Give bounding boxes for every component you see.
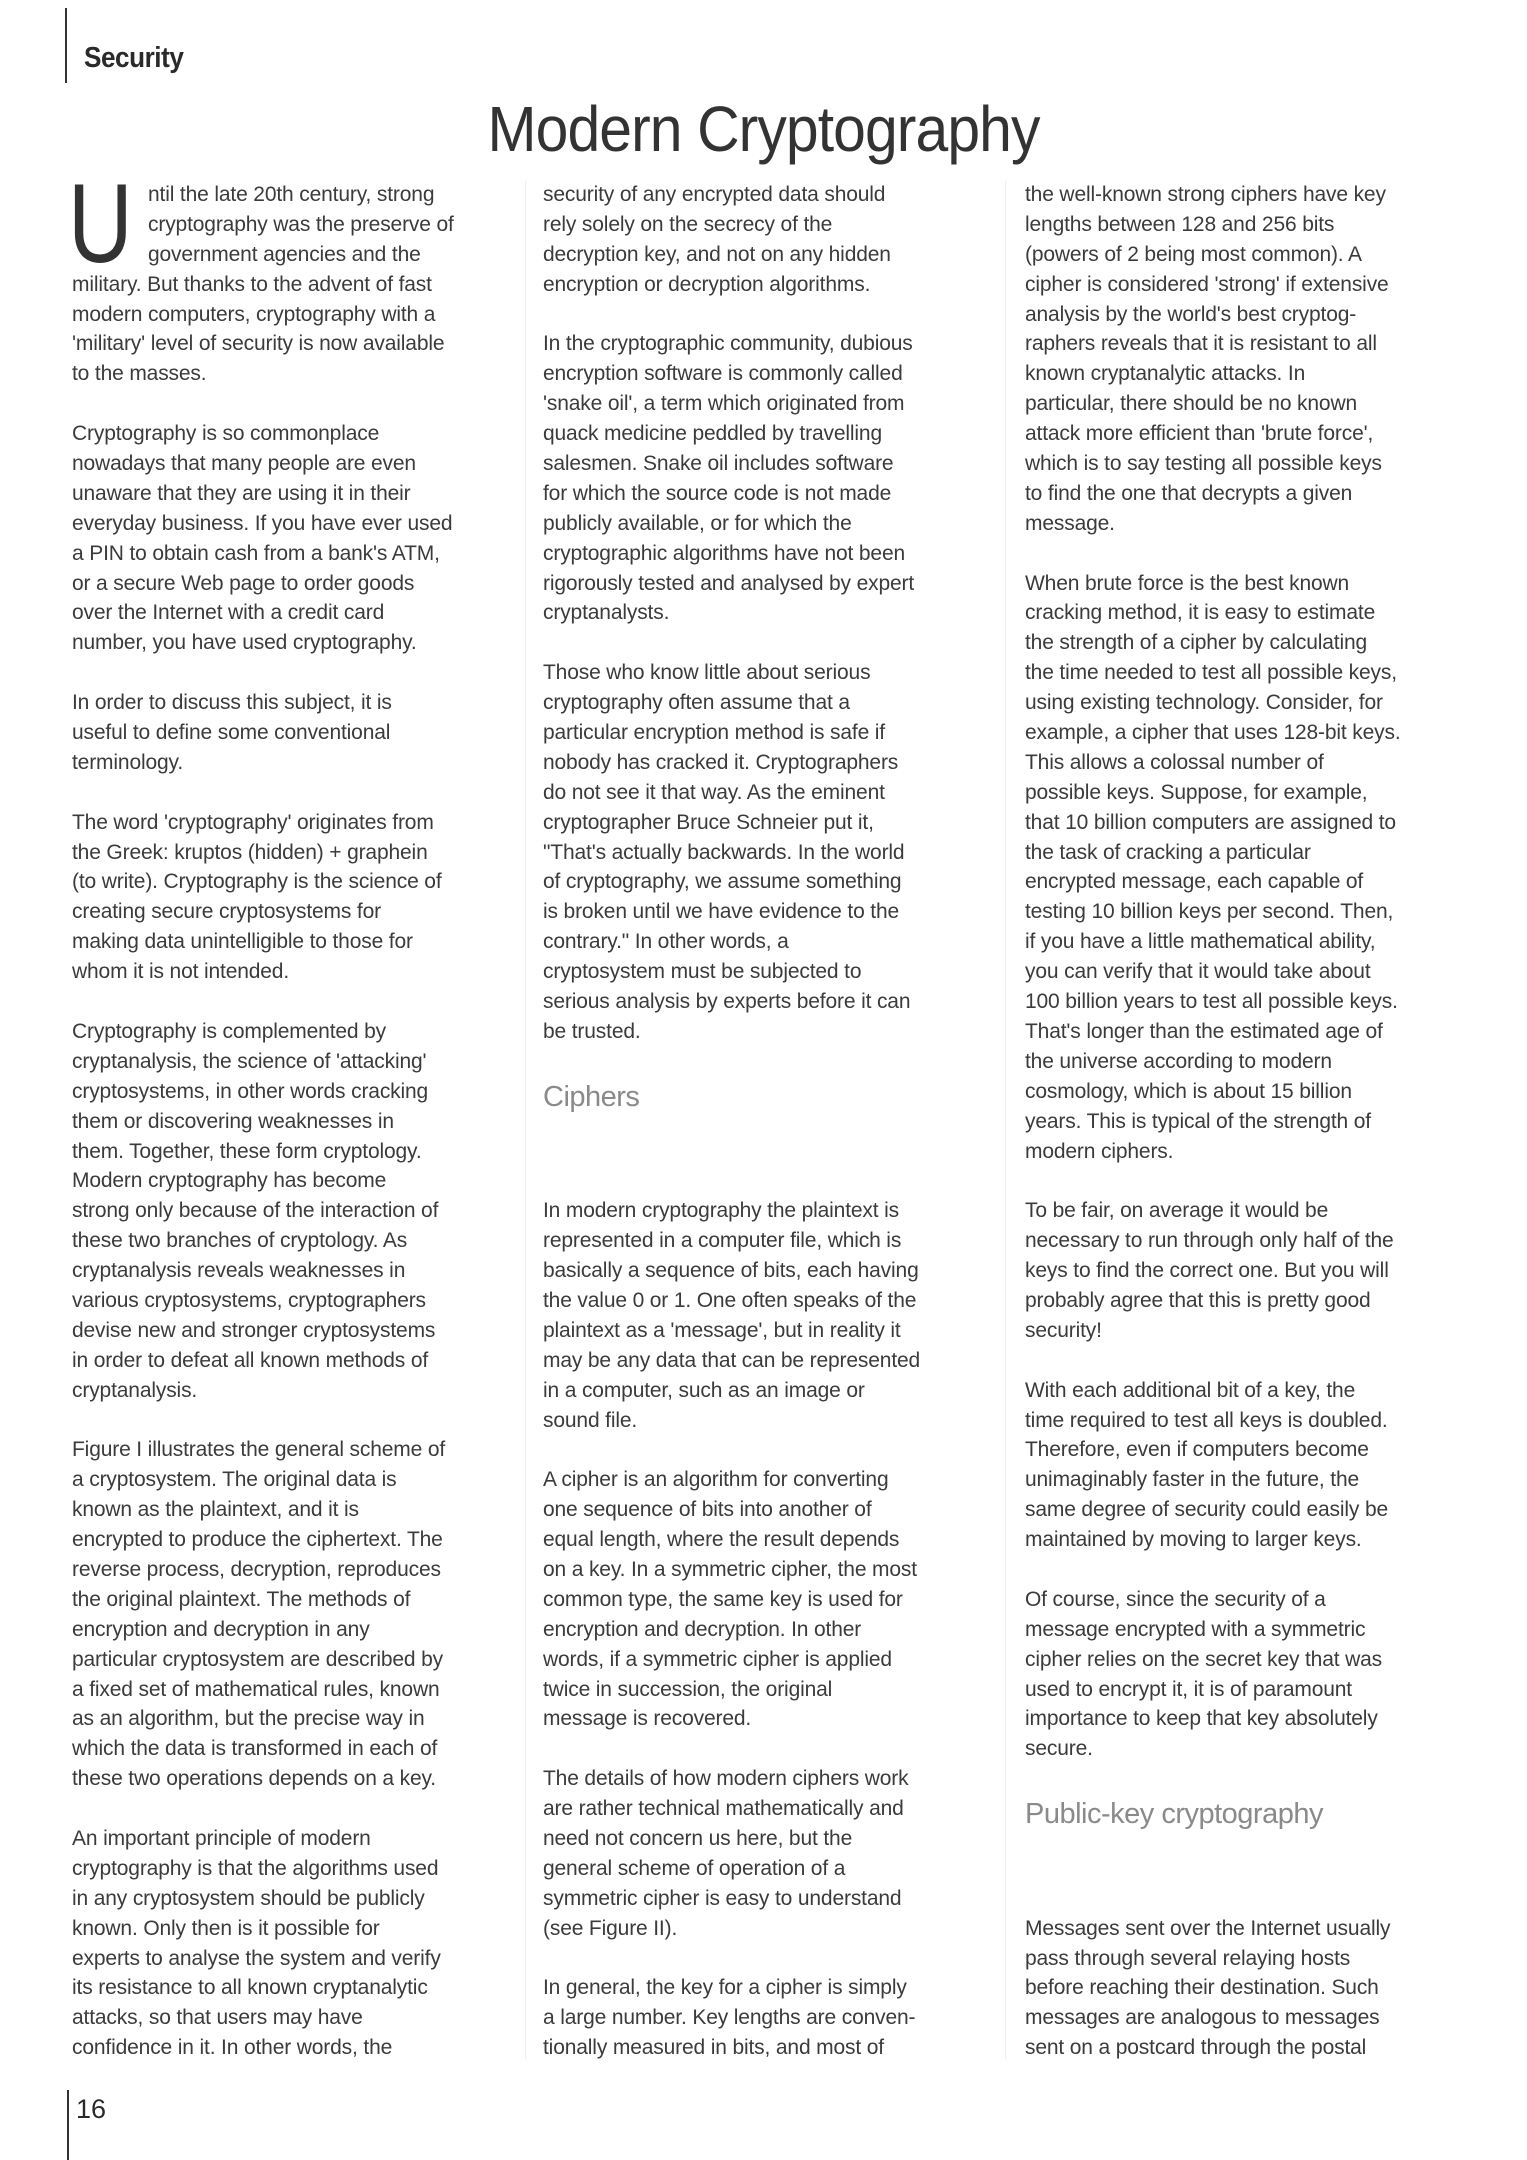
text-line: Modern cryptography has become — [72, 1169, 387, 1193]
text-line: used to encrypt it, it is of paramount — [1025, 1677, 1352, 1701]
paragraph-gap — [543, 1944, 988, 1974]
text-line: known. Only then is it possible for — [72, 1916, 380, 1940]
text-line: be trusted. — [543, 1019, 641, 1043]
paragraph-gap — [72, 658, 517, 688]
text-line: Of course, since the security of a — [1025, 1587, 1326, 1611]
paragraph-gap — [543, 1734, 988, 1764]
text-line: cryptography is that the algorithms used — [72, 1856, 439, 1880]
text-line: a cryptosystem. The original data is — [72, 1468, 397, 1492]
section-heading-text: Ciphers — [543, 1080, 640, 1113]
text-line: plaintext as a 'message', but in reality it — [543, 1318, 901, 1342]
text-line: which is to say testing all possible keys — [1025, 452, 1382, 476]
text-line: This allows a colossal number of — [1025, 750, 1324, 774]
text-line: cipher is considered 'strong' if extensive — [1025, 272, 1389, 296]
text-line: the universe according to modern — [1025, 1049, 1332, 1073]
text-line: Cryptography is so commonplace — [72, 422, 380, 446]
text-line: tionally measured in bits, and most of — [543, 2036, 884, 2060]
text-line: publicly available, or for which the — [543, 511, 852, 535]
text-line: one sequence of bits into another of — [543, 1498, 872, 1522]
text-line: is broken until we have evidence to the — [543, 900, 900, 924]
text-line: over the Internet with a credit card — [72, 601, 385, 625]
text-line: common type, the same key is used for — [543, 1587, 903, 1611]
text-line: pass through several relaying hosts — [1025, 1946, 1351, 1970]
text-line: for which the source code is not made — [543, 481, 892, 505]
text-line: various cryptosystems, cryptographers — [72, 1288, 426, 1312]
paragraph-gap — [543, 1435, 988, 1465]
text-line: reverse process, decryption, reproduces — [72, 1557, 441, 1581]
text-line: With each additional bit of a key, the — [1025, 1378, 1356, 1402]
footer-rule — [67, 2090, 69, 2160]
text-line: of cryptography, we assume something — [543, 870, 902, 894]
paragraph-gap — [1025, 539, 1470, 569]
text-line: The word 'cryptography' originates from — [72, 810, 434, 834]
text-line: ntil the late 20th century, strong — [148, 183, 435, 206]
text-line: Figure I illustrates the general scheme of — [72, 1438, 446, 1462]
text-line: cryptographic algorithms have not been — [543, 541, 906, 565]
text-line: cryptanalysis reveals weaknesses in — [72, 1259, 406, 1283]
text-line: these two operations depends on a key. — [72, 1767, 436, 1791]
text-line: symmetric cipher is easy to understand — [543, 1886, 902, 1910]
text-line: cryptanalysis. — [72, 1378, 198, 1402]
text-line: creating secure cryptosystems for — [72, 900, 381, 924]
text-line: In order to discuss this subject, it is — [72, 691, 392, 715]
paragraph-gap — [1025, 1166, 1470, 1196]
text-line: cryptanalysis, the science of 'attacking' — [72, 1049, 427, 1073]
text-line: 'snake oil', a term which originated from — [543, 392, 905, 416]
text-line: security of any encrypted data should — [543, 183, 886, 206]
text-line: probably agree that this is pretty good — [1025, 1288, 1371, 1312]
text-line: are rather technical mathematically and — [543, 1797, 904, 1821]
text-line: whom it is not intended. — [72, 960, 290, 984]
text-line: cryptosystems, in other words cracking — [72, 1079, 429, 1103]
text-line: contrary." In other words, a — [543, 930, 789, 954]
text-line: everyday business. If you have ever used — [72, 511, 453, 535]
article-column-2 — [543, 180, 988, 2063]
text-line: you can verify that it would take about — [1025, 960, 1371, 984]
text-line: represented in a computer file, which is — [543, 1229, 902, 1253]
header-rule — [65, 8, 67, 83]
text-line: message encrypted with a symmetric — [1025, 1617, 1366, 1641]
text-line: 'military' level of security is now available — [72, 332, 445, 356]
text-line: cryptanalysts. — [543, 601, 670, 625]
column-divider — [525, 180, 526, 2060]
text-line: messages are analogous to messages — [1025, 2006, 1380, 2030]
text-line: nobody has cracked it. Cryptographers — [543, 750, 899, 774]
text-line: sound file. — [543, 1408, 638, 1432]
text-line: number, you have used cryptography. — [72, 631, 417, 655]
text-line: the strength of a cipher by calculating — [1025, 631, 1368, 655]
text-line: attacks, so that users may have — [72, 2006, 363, 2030]
text-line: security! — [1025, 1318, 1102, 1342]
text-line: rigorously tested and analysed by expert — [543, 571, 915, 595]
text-line: serious analysis by experts before it can — [543, 990, 911, 1014]
text-line: strong only because of the interaction of — [72, 1199, 439, 1223]
section-heading — [543, 1047, 988, 1197]
text-line: cosmology, which is about 15 billion — [1025, 1079, 1352, 1103]
section-label: Security — [84, 42, 184, 74]
text-line: known as the plaintext, and it is — [72, 1498, 359, 1522]
text-line: message. — [1025, 511, 1115, 535]
text-line: particular encryption method is safe if — [543, 721, 885, 745]
text-line: salesmen. Snake oil includes software — [543, 452, 894, 476]
text-line: years. This is typical of the strength of — [1025, 1109, 1371, 1133]
text-line: sent on a postcard through the postal — [1025, 2036, 1367, 2060]
section-heading-text: Public-key cryptography — [1025, 1798, 1323, 1831]
text-line: the value 0 or 1. One often speaks of the — [543, 1289, 917, 1312]
text-line: encryption and decryption in any — [72, 1617, 370, 1641]
text-line: its resistance to all known cryptanalytic — [72, 1976, 428, 2000]
text-line: In modern cryptography the plaintext is — [543, 1199, 900, 1223]
text-line: the time needed to test all possible keys, — [1025, 661, 1397, 685]
text-line: In the cryptographic community, dubious — [543, 332, 913, 356]
text-line: lengths between 128 and 256 bits — [1025, 212, 1335, 236]
text-line: An important principle of modern — [72, 1826, 371, 1850]
text-line: time required to test all keys is doubled. — [1025, 1408, 1388, 1432]
text-line: as an algorithm, but the precise way in — [72, 1707, 425, 1731]
text-line: maintained by moving to larger keys. — [1025, 1528, 1362, 1552]
text-line: nowadays that many people are even — [72, 452, 416, 476]
text-line: known cryptanalytic attacks. In — [1025, 362, 1306, 386]
paragraph-gap — [1025, 1555, 1470, 1585]
page-number: 16 — [76, 2094, 107, 2124]
text-line: do not see it that way. As the eminent — [543, 780, 885, 804]
text-line: secure. — [1025, 1737, 1093, 1761]
paragraph-gap — [72, 1406, 517, 1436]
text-line: in a computer, such as an image or — [543, 1378, 865, 1402]
text-line: the original plaintext. The methods of — [72, 1587, 411, 1611]
text-line: on a key. In a symmetric cipher, the most — [543, 1558, 917, 1582]
article-title: Modern Cryptography — [487, 93, 1040, 165]
text-line: same degree of security could easily be — [1025, 1498, 1389, 1522]
text-line: unimaginably faster in the future, the — [1025, 1468, 1360, 1492]
text-line: message is recovered. — [543, 1707, 752, 1731]
paragraph-gap — [72, 987, 517, 1017]
text-line: Therefore, even if computers become — [1025, 1438, 1369, 1462]
text-line: terminology. — [72, 750, 184, 774]
text-line: Messages sent over the Internet usually — [1025, 1916, 1391, 1940]
text-line: Those who know little about serious — [543, 661, 871, 685]
section-heading — [1025, 1764, 1470, 1914]
text-line: raphers reveals that it is resistant to all — [1025, 332, 1377, 356]
text-line: cryptography was the preserve of — [148, 212, 454, 236]
text-line: twice in succession, the original — [543, 1677, 833, 1701]
text-line: making data unintelligible to those for — [72, 930, 413, 954]
text-line: a fixed set of mathematical rules, known — [72, 1677, 440, 1701]
paragraph-gap — [72, 778, 517, 808]
text-line: words, if a symmetric cipher is applied — [543, 1647, 892, 1671]
text-line: necessary to run through only half of the — [1025, 1229, 1394, 1253]
text-line: analysis by the world's best cryptog- — [1025, 302, 1357, 326]
text-line: equal length, where the result depends — [543, 1528, 900, 1552]
text-line: That's longer than the estimated age of — [1025, 1019, 1383, 1043]
paragraph-gap — [72, 389, 517, 419]
text-line: encryption software is commonly called — [543, 362, 903, 386]
text-line: rely solely on the secrecy of the — [543, 212, 833, 236]
text-line: may be any data that can be represented — [543, 1348, 921, 1372]
text-line: before reaching their destination. Such — [1025, 1976, 1379, 2000]
text-line: cryptography often assume that a — [543, 691, 850, 715]
text-line: cryptographer Bruce Schneier put it, — [543, 810, 874, 834]
text-line: if you have a little mathematical ability, — [1025, 930, 1376, 954]
text-line: cryptosystem must be subjected to — [543, 960, 862, 984]
paragraph-gap — [1025, 1346, 1470, 1376]
text-line: quack medicine peddled by travelling — [543, 422, 882, 446]
text-line: that 10 billion computers are assigned to — [1025, 810, 1396, 834]
text-line: general scheme of operation of a — [543, 1856, 846, 1880]
drop-cap: U — [68, 161, 133, 286]
article-column-3 — [1025, 180, 1470, 2063]
paragraph-gap — [543, 300, 988, 330]
text-line: encrypted to produce the ciphertext. The — [72, 1528, 443, 1552]
text-line: "That's actually backwards. In the world — [543, 840, 905, 864]
text-line: decryption key, and not on any hidden — [543, 242, 891, 266]
text-line: (to write). Cryptography is the science of — [72, 870, 442, 894]
text-line: encrypted message, each capable of — [1025, 870, 1364, 894]
text-line: the well-known strong ciphers have key — [1025, 183, 1386, 206]
text-line: the Greek: kruptos (hidden) + graphein — [72, 840, 428, 864]
text-line: example, a cipher that uses 128-bit keys. — [1025, 721, 1401, 745]
text-line: cipher relies on the secret key that was — [1025, 1647, 1383, 1671]
text-line: to find the one that decrypts a given — [1025, 481, 1353, 505]
text-line: unaware that they are using it in their — [72, 481, 411, 505]
column-divider — [1005, 180, 1006, 2060]
text-line: possible keys. Suppose, for example, — [1025, 780, 1368, 804]
text-line: to the masses. — [72, 362, 207, 386]
text-line: in order to defeat all known methods of — [72, 1348, 429, 1372]
text-line: useful to define some conventional — [72, 721, 391, 745]
text-line: To be fair, on average it would be — [1025, 1199, 1329, 1223]
paragraph-gap — [72, 1794, 517, 1824]
text-line: encryption and decryption. In other — [543, 1617, 862, 1641]
text-line: the task of cracking a particular — [1025, 840, 1311, 864]
text-line: confidence in it. In other words, the — [72, 2036, 393, 2060]
text-line: When brute force is the best known — [1025, 571, 1350, 595]
text-line: modern ciphers. — [1025, 1139, 1174, 1163]
text-line: these two branches of cryptology. As — [72, 1229, 408, 1253]
text-line: need not concern us here, but the — [543, 1827, 853, 1851]
text-line: particular cryptosystem are described by — [72, 1647, 443, 1671]
article-column-1 — [72, 180, 517, 2063]
text-line: a PIN to obtain cash from a bank's ATM, — [72, 541, 440, 565]
text-line: military. But thanks to the advent of fast — [72, 272, 432, 296]
text-line: testing 10 billion keys per second. Then, — [1025, 900, 1394, 924]
text-line: Cryptography is complemented by — [72, 1019, 387, 1043]
text-line: encryption or decryption algorithms. — [543, 272, 871, 296]
text-line: them. Together, these form cryptology. — [72, 1139, 422, 1163]
text-line: attack more efficient than 'brute force', — [1025, 422, 1374, 446]
text-line: using existing technology. Consider, for — [1025, 691, 1383, 715]
text-line: keys to find the correct one. But you will — [1025, 1259, 1389, 1283]
text-line: basically a sequence of bits, each having — [543, 1259, 919, 1283]
text-line: experts to analyse the system and verify — [72, 1946, 441, 1970]
paragraph-gap — [543, 628, 988, 658]
text-line: (powers of 2 being most common). A — [1025, 242, 1362, 266]
text-line: particular, there should be no known — [1025, 392, 1357, 416]
text-line: cracking method, it is easy to estimate — [1025, 601, 1376, 625]
text-line: 100 billion years to test all possible keys. — [1025, 990, 1398, 1014]
text-line: devise new and stronger cryptosystems — [72, 1318, 436, 1342]
text-line: (see Figure II). — [543, 1916, 678, 1940]
text-line: or a secure Web page to order goods — [72, 571, 415, 595]
text-line: which the data is transformed in each of — [72, 1737, 438, 1761]
text-line: A cipher is an algorithm for converting — [543, 1468, 889, 1492]
text-line: The details of how modern ciphers work — [543, 1767, 909, 1791]
text-line: in any cryptosystem should be publicly — [72, 1886, 425, 1910]
text-line: a large number. Key lengths are conven- — [543, 2006, 916, 2030]
text-line: importance to keep that key absolutely — [1025, 1707, 1378, 1731]
text-line: them or discovering weaknesses in — [72, 1109, 394, 1133]
text-line: government agencies and the — [148, 242, 421, 266]
text-line: modern computers, cryptography with a — [72, 302, 436, 326]
text-line: In general, the key for a cipher is simply — [543, 1976, 907, 2000]
